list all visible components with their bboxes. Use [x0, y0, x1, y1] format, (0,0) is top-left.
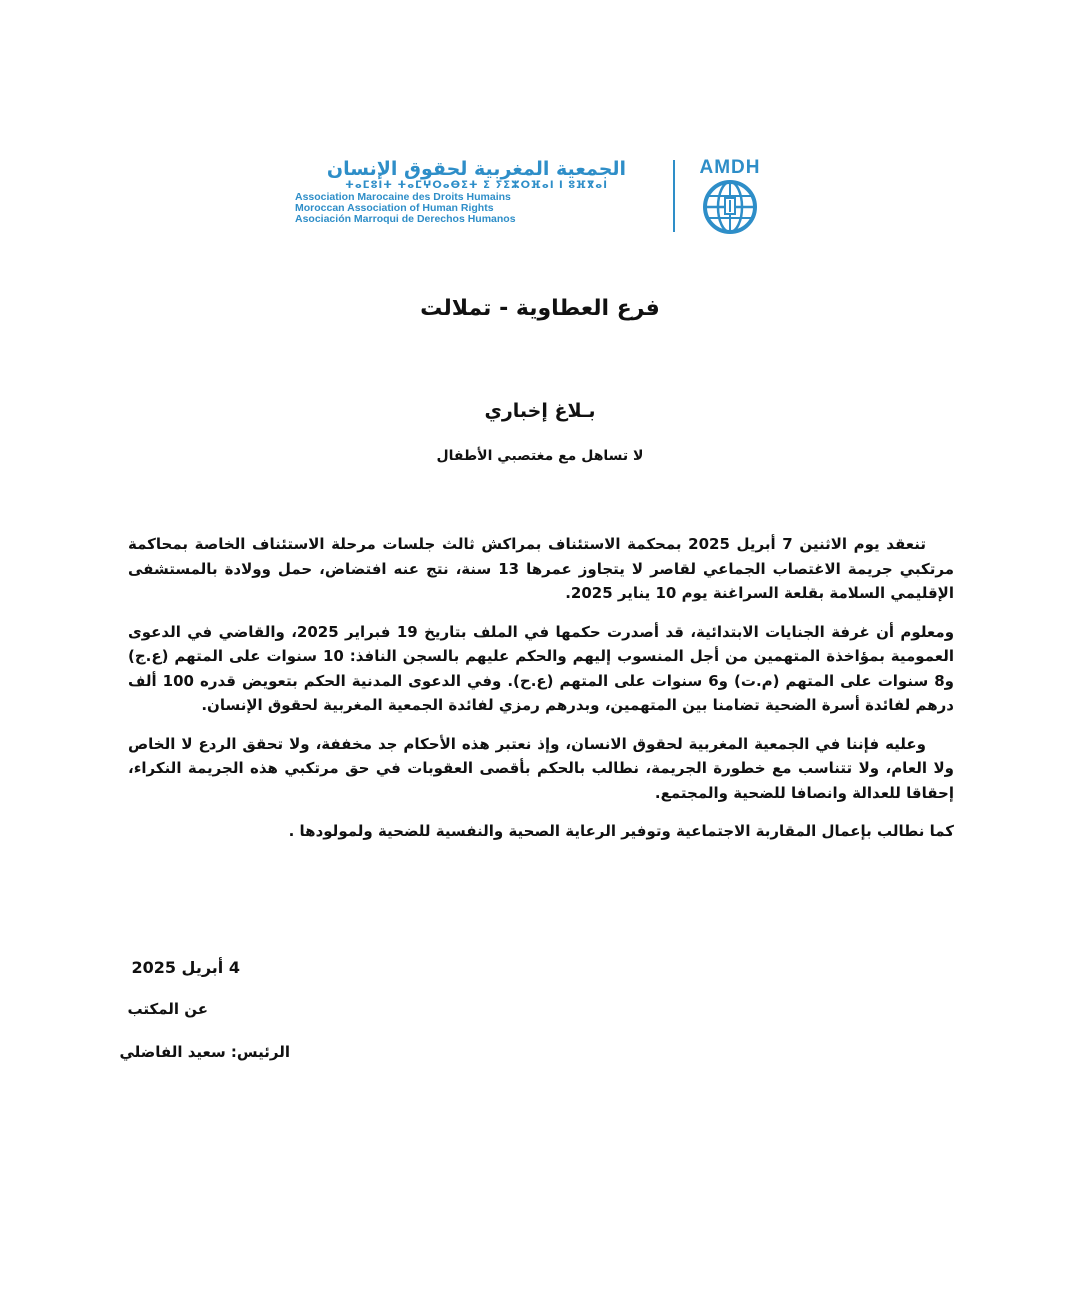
globe-scale-icon [681, 178, 779, 234]
body-paragraph: كما نطالب بإعمال المقاربة الاجتماعية وتوفير الرعاية الصحية والنفسية للضحية ولمولودها . [288, 822, 954, 840]
logo-acronym: AMDH [699, 157, 761, 178]
logo-separator [673, 160, 675, 232]
body-paragraph: وعليه فإننا في الجمعية المغربية لحقوق الانسان، وإذ نعتبر هذه الأحكام جد مخففة، ولا تحقق الردع لا الخاص ولا العام، ولا تتناسب مع خطورة الجريمة، نطالب بالحكم بأقصى العقوبات في حق مرتكبي هذه الجريمة النكراء، إحقاقا للعدالة وانصافا للضحية والمجتمع. [128, 734, 954, 802]
logo-english-name: Moroccan Association of Human Rights [295, 202, 494, 214]
body-paragraph: ومعلوم أن غرفة الجنايات الابتدائية، قد أصدرت حكمها في الملف بتاريخ 19 فبراير 2025، والقاضي في الدعوى العمومية بمؤاخذة المتهمين من أجل المنسوب إليهم والحكم عليهم بالسجن النافذ: 10 سنوات على المتهم (ع.ج) و8 سنوات على المتهم (م.ت) و6 سنوات على المتهم (ع.ح). وفي الدعوى المدنية الحكم بتعويض قدره 100 ألف درهم لفائدة أسرة الضحية تضامنا بين المتهمين، وبدرهم رمزي لفائدة الجمعية المغربية لحقوق الإنسان. [128, 622, 955, 714]
signature-date: 4 أبريل 2025 [131, 958, 240, 977]
signature-president: الرئيس: سعيد الفاضلي [119, 1043, 290, 1061]
notice-title: بـلاغ إخباري [484, 400, 596, 422]
body-paragraph: تنعقد يوم الاثنين 7 أبريل 2025 بمحكمة الاستئناف بمراكش ثالث جلسات مرحلة الاستئناف الخاصة بمحاكمة مرتكبي جريمة الاغتصاب الجماعي لقاصر لا يتجاوز عمرها 13 سنة، نتج عنه افتضاض، حمل وولادة بالمستشفى الإقليمي السلامة بقلعة السراغنة يوم 10 يناير 2025. [128, 535, 954, 602]
notice-subtitle: لا تساهل مع مغتصبي الأطفال [436, 448, 644, 464]
logo-emblem [681, 158, 779, 236]
association-logo [285, 158, 780, 236]
branch-name: فرع العطاوية - تملالت [420, 296, 660, 321]
logo-tifinagh-name: ⵜⴰⵎⵓⵏⵜ ⵜⴰⵎⵖⵔⴰⴱⵉⵜ ⵉ ⵢⵉⵣⵔⴼⴰⵏ ⵏ ⵓⴼⴳⴰⵏ [345, 180, 608, 191]
notice-body [128, 532, 954, 858]
logo-text-block [285, 158, 668, 236]
signature-on-behalf: عن المكتب [127, 1000, 208, 1018]
logo-french-name: Association Marocaine des Droits Humains [295, 191, 511, 203]
logo-arabic-name: الجمعية المغربية لحقوق الإنسان [326, 158, 627, 180]
logo-spanish-name: Asociación Marroqui de Derechos Humanos [295, 213, 516, 225]
